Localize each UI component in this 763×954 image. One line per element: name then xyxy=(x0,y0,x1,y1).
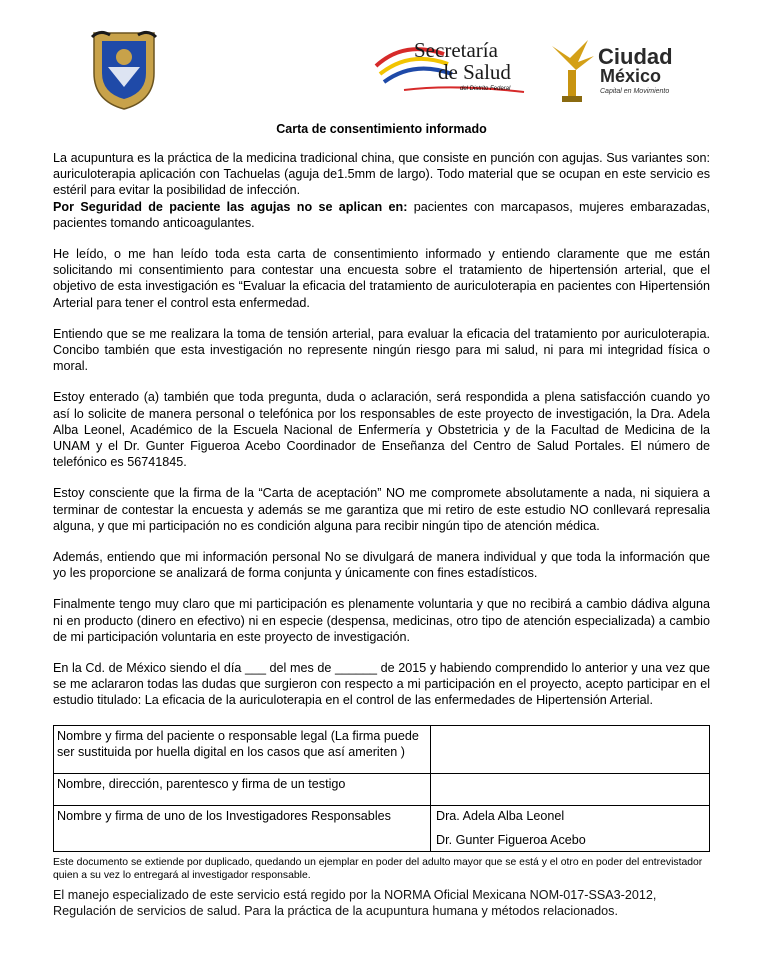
angel-independencia-icon xyxy=(548,36,598,104)
paragraph-5: Estoy consciente que la firma de la “Carta de aceptación” NO me compromete absolutamente a nada, ni siquiera a terminar de contestar la encuesta y además se me garantiza que mi retiro de este estudio NO conllevará represalia alguna, y que mi participación no es condición alguna para recibir ningún tipo de atención médica. xyxy=(53,486,710,533)
paragraph-6: Además, entiendo que mi información personal No se divulgará de manera individual y que toda la información que yo les proporcione se analizará de forma conjunta y únicamente con fines estadísticos. xyxy=(53,550,710,581)
paragraph-4: Estoy enterado (a) también que toda pregunta, duda o aclaración, será respondida a plena satisfacción cuando yo así lo solicite de manera personal o telefónica por los responsables de este proyecto de investigación, la Dra. Adela Alba Leonel, Académico de la Escuela Nacional de Enfermería y Obstetricia y de la Facultad de Medicina de la UNAM y el Dr. Gunter Figueroa Acebo Coordinador de Enseñanza del Centro de Salud Portales. El número de telefónico es 56741845. xyxy=(53,390,710,470)
paragraph-3: Entiendo que se me realizara la toma de tensión arterial, para evaluar la eficacia del tratamiento por auriculoterapia. Concibo también que esta investigación no represente ningún riesgo para mi salud, ni para mi integridad física o moral. xyxy=(53,326,710,374)
patient-signature-field[interactable] xyxy=(431,726,710,774)
paragraph-8: En la Cd. de México siendo el día ___ del mes de ______ de 2015 y habiendo comprendido lo anterior y una vez que se me aclararon todas las dudas que surgieron con respecto a mi participación en el proyecto, acepto participar en el estudio titulado: La eficacia de la auriculoterapia en el control de las enfermedades de Hipertensión Arterial. xyxy=(53,661,710,708)
cdmx-line1: Ciudad xyxy=(598,44,673,69)
investigator-signature-label: Nombre y firma de uno de los Investigadores Responsables xyxy=(54,806,431,852)
ciudad-de-mexico-logo xyxy=(548,36,690,104)
signature-table xyxy=(53,725,710,852)
document-title: Carta de consentimiento informado xyxy=(276,122,487,136)
paragraph-7: Finalmente tengo muy claro que mi participación es plenamente voluntaria y que no recibirá a cambio dádiva alguna ni en producto (dinero en efectivo) ni en especie (despensa, medicinas, otro tipo de atención especializada) a cambio de mi participación voluntaria en este proyecto de investigación. xyxy=(53,597,710,644)
investigator-signature-field[interactable] xyxy=(431,806,710,852)
paragraph-1b xyxy=(53,199,710,231)
signature-row-witness xyxy=(54,774,710,806)
patient-signature-label: Nombre y firma del paciente o responsable legal (La firma puede ser sustituida por huella digital en los casos que así ameriten ) xyxy=(54,726,431,774)
document-body xyxy=(53,150,710,724)
paragraph-1a: La acupuntura es la práctica de la medicina tradicional china, que consiste en punción con agujas. Sus variantes son: auriculoterapia aplicación con Tachuelas (aguja de1.5mm de largo). Todo material que se ocupan en este servicio es estéril para evitar la posibilidad de infección. xyxy=(53,151,710,198)
signature-row-investigator xyxy=(54,806,710,852)
investigator-name: Dr. Gunter Figueroa Acebo xyxy=(436,833,586,847)
safety-heading: Por Seguridad de paciente las agujas no se aplican en: xyxy=(53,199,408,214)
salud-line3: del Distrito Federal xyxy=(460,86,511,92)
paragraph-2: He leído, o me han leído toda esta carta de consentimiento informado y entiendo claramente que me están solicitando mi consentimiento para contestar una encuesta sobre el tratamiento de hipertensión arterial, que el objetivo de esta investigación es “Evaluar la eficacia del tratamiento de auriculoterapia en pacientes con Hipertensión Arterial para tener el control esta enfermedad. xyxy=(53,247,710,310)
unam-escudo-icon xyxy=(88,27,160,111)
cdmx-line3: Capital en Movimiento xyxy=(600,88,670,95)
safety-text: pacientes con marcapasos, mujeres embarazadas, pacientes tomando anticoagulantes. xyxy=(53,199,710,230)
witness-signature-label: Nombre, dirección, parentesco y firma de un testigo xyxy=(54,774,431,806)
secretaria-de-salud-logo xyxy=(374,36,540,98)
salud-line1: Secretaría xyxy=(414,38,498,62)
duplicate-note: Este documento se extiende por duplicado, quedando un ejemplar en poder del adulto mayor que se está y el otro en poder del entrevistador quien a su vez lo entregará al investigador responsable. xyxy=(53,857,703,881)
witness-signature-field[interactable] xyxy=(431,774,710,806)
norma-statement: El manejo especializado de este servicio está regido por la NORMA Oficial Mexicana NOM-017-SSA3-2012, Regulación de servicios de salud. Para la práctica de la acupuntura humana y métodos relacionados. xyxy=(53,888,657,918)
cdmx-line2: México xyxy=(600,66,662,86)
signature-row-patient xyxy=(54,726,710,774)
investigator-name: Dra. Adela Alba Leonel xyxy=(436,809,565,823)
salud-line2: de Salud xyxy=(438,60,511,84)
